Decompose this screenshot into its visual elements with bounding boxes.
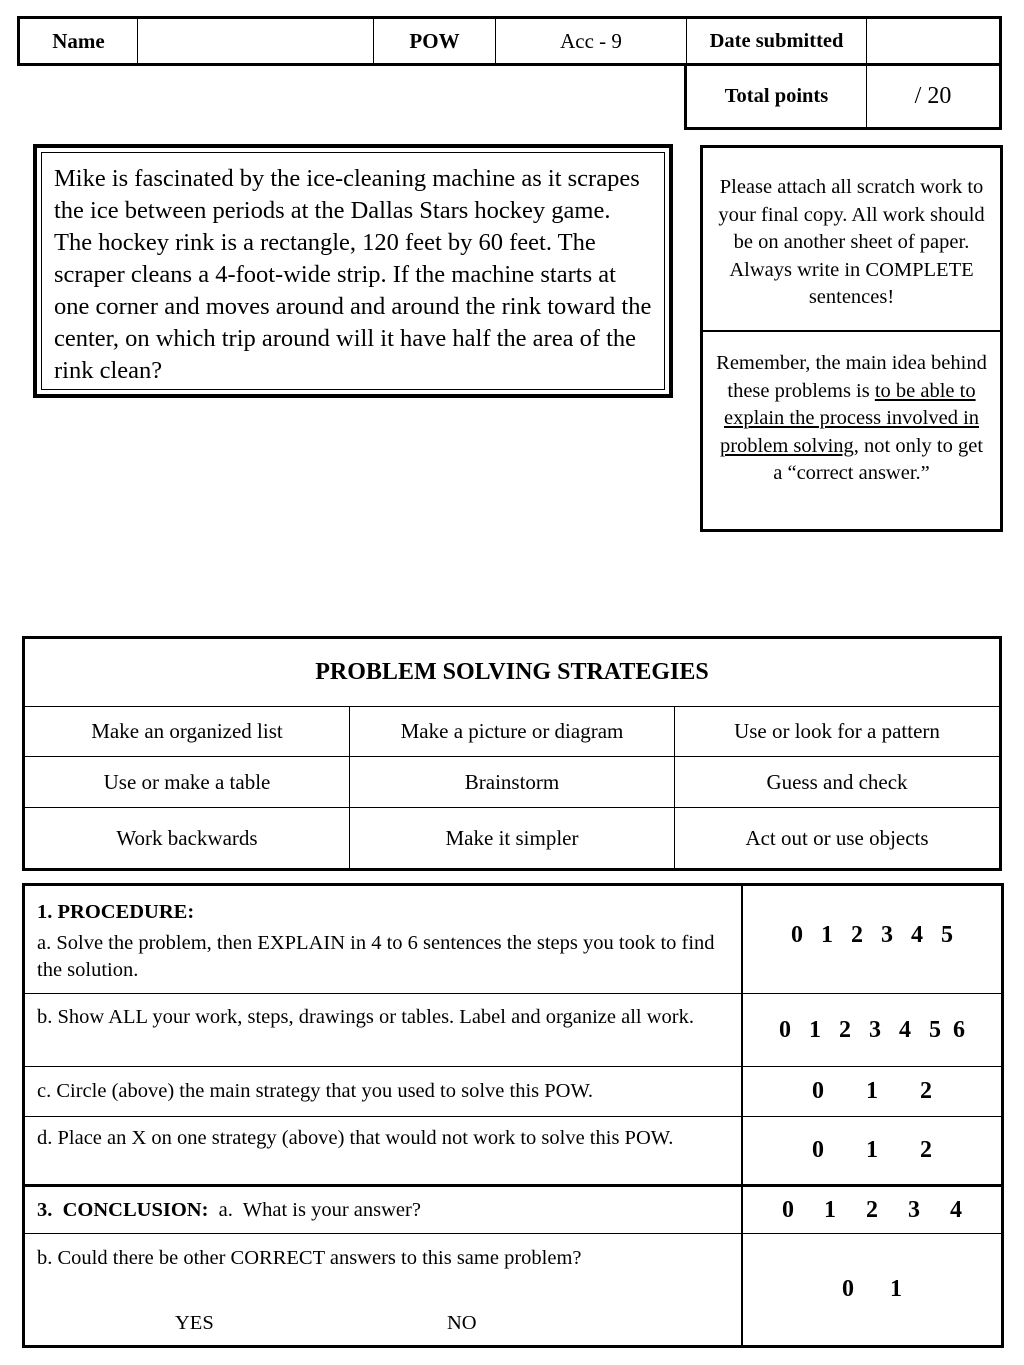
reminder-text-end: , not only to get a “correct answer.” <box>773 434 984 484</box>
name-field[interactable] <box>138 19 374 63</box>
name-label: Name <box>20 19 138 63</box>
strategies-row <box>25 808 999 868</box>
reminder-text: Remember, the main idea behind these problems is <box>716 352 987 402</box>
procedure-a-text: a. Solve the problem, then EXPLAIN in 4 to 6 sentences the steps you took to find the solution. <box>37 932 715 981</box>
conclusion-desc <box>25 1187 743 1233</box>
reminder-underlined-text: to be able to explain the process involved in problem solving <box>719 379 980 457</box>
pow-value: Acc - 9 <box>496 19 687 63</box>
rubric-table <box>22 883 1004 1348</box>
rubric-desc <box>25 886 743 993</box>
strategy-cell[interactable]: Brainstorm <box>350 757 675 807</box>
yes-option[interactable]: YES <box>175 1312 214 1334</box>
date-submitted-label: Date submitted <box>687 19 867 63</box>
instructions-box <box>700 145 1003 532</box>
problem-text: Mike is fascinated by the ice-cleaning machine as it scrapes the ice between periods at the Dallas Stars hockey game. The hockey rink is a rectangle, 120 feet by 60 feet. The scraper cleans a 4-foot-wide strip. If the machine starts at one corner and moves around and around the rink toward the center, on which trip around will it have half the area of the rink clean? <box>41 152 665 390</box>
score-conclusion-b[interactable]: 0 1 <box>842 1276 902 1302</box>
strategy-cell[interactable]: Make it simpler <box>350 808 675 868</box>
strategies-row <box>25 757 999 808</box>
pow-label: POW <box>374 19 496 63</box>
procedure-d-text: d. Place an X on one strategy (above) that would not work to solve this POW. <box>25 1117 743 1184</box>
procedure-c-text: c. Circle (above) the main strategy that you used to solve this POW. <box>25 1067 743 1116</box>
no-option[interactable]: NO <box>447 1312 477 1334</box>
total-points-value: / 20 <box>914 83 952 109</box>
strategies-title: PROBLEM SOLVING STRATEGIES <box>25 639 999 707</box>
procedure-b-text: b. Show ALL your work, steps, drawings or tables. Label and organize all work. <box>25 994 743 1066</box>
header-row <box>17 16 1002 66</box>
total-points-box <box>684 63 1002 130</box>
rubric-row-b <box>25 994 1001 1067</box>
rubric-row-conclusion-b <box>25 1234 1001 1345</box>
conclusion-a-text: a. What is your answer? <box>208 1198 421 1221</box>
procedure-heading: 1. PROCEDURE: <box>37 901 195 923</box>
rubric-row-conclusion-a <box>25 1187 1001 1234</box>
strategy-cell[interactable]: Guess and check <box>766 769 908 794</box>
rubric-row-a <box>25 886 1001 994</box>
strategy-cell[interactable]: Work backwards <box>25 808 350 868</box>
strategy-cell[interactable]: Act out or use objects <box>745 825 929 850</box>
main-idea-reminder <box>703 332 1000 488</box>
score-d[interactable]: 0 1 2 <box>812 1137 932 1163</box>
rubric-row-d <box>25 1117 1001 1187</box>
score-b[interactable]: 0 1 2 3 4 5 6 <box>779 1016 965 1043</box>
problem-box <box>33 144 673 398</box>
strategies-table <box>22 636 1002 871</box>
total-points-label: Total points <box>687 66 867 127</box>
conclusion-heading: 3. CONCLUSION: <box>37 1198 209 1221</box>
strategy-cell[interactable]: Use or make a table <box>25 757 350 807</box>
strategies-row <box>25 707 999 757</box>
conclusion-b-desc <box>25 1234 743 1345</box>
score-a[interactable]: 0 1 2 3 4 5 <box>791 922 953 948</box>
conclusion-b-text: b. Could there be other CORRECT answers to this same problem? <box>37 1247 582 1269</box>
date-submitted-field[interactable] <box>867 19 999 63</box>
score-conclusion-a[interactable]: 0 1 2 3 4 <box>782 1196 962 1223</box>
score-c[interactable]: 0 1 2 <box>812 1078 932 1104</box>
rubric-row-c <box>25 1067 1001 1117</box>
strategy-cell[interactable]: Use or look for a pattern <box>734 719 940 743</box>
strategy-cell[interactable]: Make an organized list <box>25 707 350 756</box>
strategy-cell[interactable]: Make a picture or diagram <box>350 707 675 756</box>
attach-instructions: Please attach all scratch work to your final copy. All work should be on another sheet of paper. Always write in COMPLETE sentences! <box>703 148 1000 332</box>
